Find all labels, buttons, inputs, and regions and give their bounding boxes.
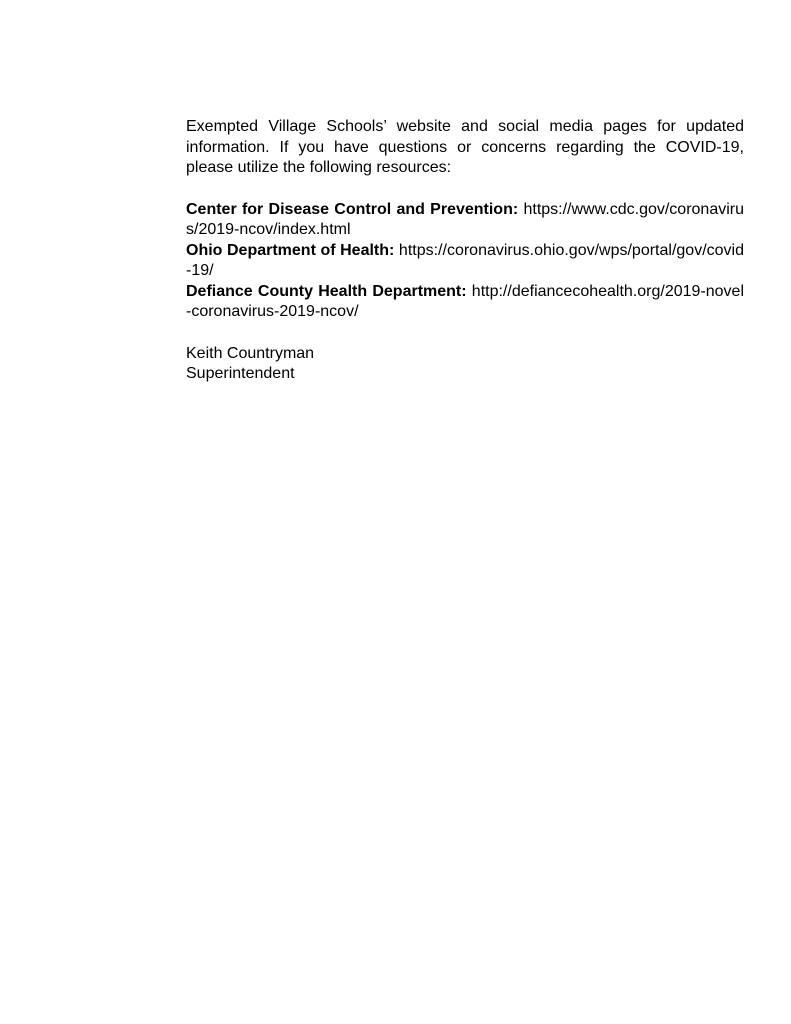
spacer	[186, 179, 744, 200]
intro-paragraph: Exempted Village Schools’ website and social media pages for updated information. If you have questions or concerns regarding the COVID-19, please utilize the following resources:	[186, 118, 744, 176]
resource-link[interactable]: http://defiancecohealth.org/2019-novel-coronavirus-2019-ncov/	[186, 282, 744, 320]
resource-item-defiance-county	[186, 282, 744, 323]
resource-link[interactable]: https://coronavirus.ohio.gov/wps/portal/gov/covid-19/	[186, 241, 744, 279]
resource-name: Ohio Department of Health:	[186, 241, 395, 259]
resource-name: Center for Disease Control and Prevention:	[186, 200, 519, 218]
resource-item-ohio-health	[186, 241, 744, 282]
resource-name: Defiance County Health Department:	[186, 282, 467, 300]
signer-title: Superintendent	[186, 365, 295, 382]
resource-item-cdc	[186, 200, 744, 241]
letter-body	[186, 117, 744, 385]
resource-list	[186, 200, 744, 323]
resource-link[interactable]: https://www.cdc.gov/coronavirus/2019-ncov/index.html	[186, 200, 745, 238]
signature-block	[186, 344, 744, 385]
spacer	[186, 323, 744, 344]
signer-name: Keith Countryman	[186, 344, 315, 362]
